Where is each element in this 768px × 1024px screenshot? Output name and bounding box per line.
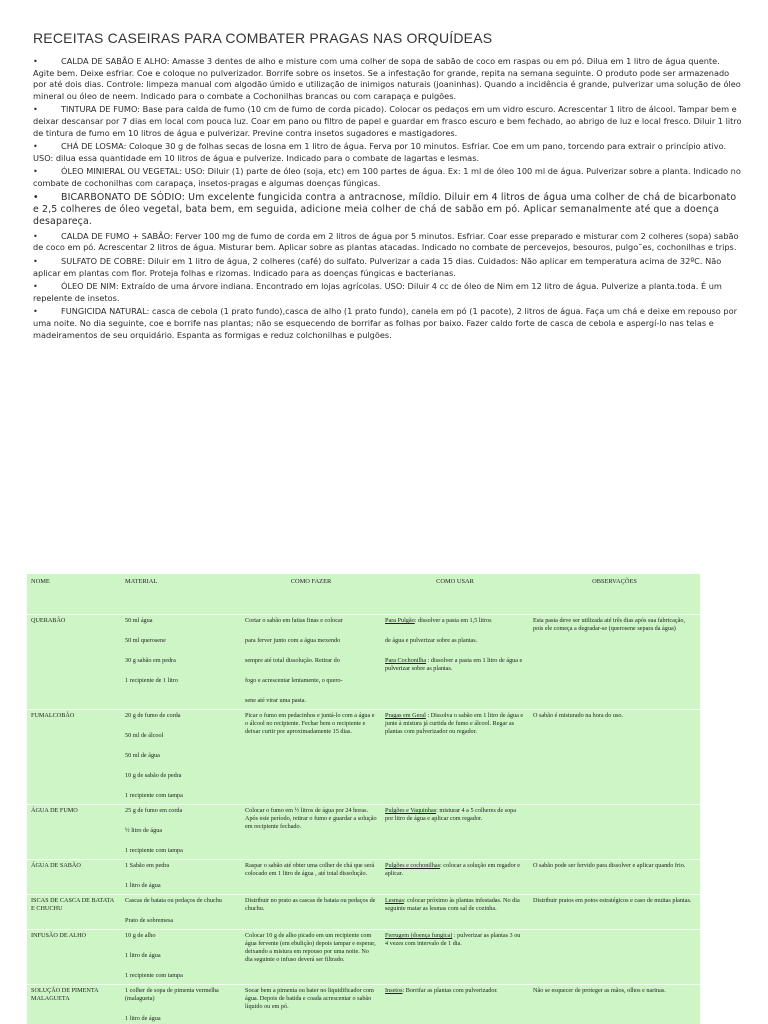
bullet-marker: • <box>33 141 38 152</box>
pest-name: Lesmas <box>385 897 404 904</box>
cell-como-fazer <box>241 895 381 930</box>
material-item: Prato de sobremesa <box>125 917 174 924</box>
header-como-fazer: COMO FAZER <box>290 578 332 585</box>
material-item: 1 litro de água <box>125 1015 161 1022</box>
cell-como-fazer <box>241 985 381 1024</box>
remedy-name: ÁGUA DE SABÃO <box>31 862 81 869</box>
instruction-line: sene até virar uma pasta. <box>245 697 306 704</box>
cell-nome <box>27 710 121 805</box>
remedy-name: SOLUÇÃO DE PIMENTA MALAGUETA <box>31 987 99 1002</box>
cell-material <box>121 930 241 985</box>
instruction-line: Distribuir no prato as cascas de batata ou pedaços de chuchu. <box>245 897 376 912</box>
cell-como-usar <box>381 805 529 860</box>
observation-text: O sabão pode ser fervido para dissolver e aplicar quando frio. <box>533 862 686 869</box>
recipe-item <box>33 141 743 164</box>
cell-nome <box>27 985 121 1024</box>
material-item: 50 ml de água <box>125 752 160 759</box>
table-row <box>27 895 700 930</box>
instruction-line: Colocar 10 g de alho picado em um recipiente com água fervente (em ebulição) depois tampar e esperar, deixando a mistura em repouso por uma noite. No dia seguinte o infuso deverá ser filtrado. <box>245 932 376 963</box>
usage-text: : dissolver a pasta em 1 litro de água e pulverizar sobre as plantas. <box>385 657 523 672</box>
recipe-text: ÓLEO DE NIM: Extraído de uma árvore indiana. Encontrado em lojas agrícolas. USO: Diluir 4 cc de óleo de Nim em 12 litro de água. Pulverize a planta.toda. É um repelente de insetos. <box>33 281 722 303</box>
usage-line <box>385 932 525 948</box>
recipe-text: ÓLEO MINIERAL OU VEGETAL: USO: Diluir (1) parte de óleo (soja, etc) em 100 partes de água. Ex: 1 ml de óleo 100 ml de água. Pulverizar sobre a planta. Indicado no combate de cochonilhas com carapaça, insetos-pragas e algumas doenças fúngicas. <box>33 166 741 188</box>
recipe-item <box>33 281 743 304</box>
material-item: 1 Sabão em pedra <box>125 862 170 869</box>
cell-como-fazer <box>241 930 381 985</box>
instruction-line: para ferver junto com a água mexendo <box>245 637 341 644</box>
instruction-line: Picar o fumo em pedacinhos e juntá-lo com a água e o álcool no recipiente. Fechar bem o recipiente e deixar curtir por aproximadamente 15 dias. <box>245 712 375 735</box>
cell-como-usar <box>381 860 529 895</box>
pest-name: Para Pulgão <box>385 617 415 624</box>
material-item: 1 litro de água <box>125 952 161 959</box>
cell-observacoes <box>529 985 700 1024</box>
recipe-item <box>33 104 743 139</box>
recipe-text: CHÁ DE LOSMA: Coloque 30 g de folhas secas de losna em 1 litro de água. Ferva por 10 minutos. Esfriar. Coe em um pano, torcendo para extrair o princípio ativo. USO: dilua essa quantidade em 10 litros de água e pulverize. Indicado para o combate de lagartas e lesmas. <box>33 141 727 163</box>
material-item: 50 ml de álcool <box>125 732 164 739</box>
usage-line <box>385 862 525 878</box>
bullet-marker: • <box>33 104 38 115</box>
cell-como-usar <box>381 985 529 1024</box>
usage-text: : Dissolva o sabão em 1 litro de água e junte à mistura já curtida de fumo e álcool. Regar as plantas com pulverizador ou regador. <box>385 712 524 735</box>
material-item: 20 g de fumo de corda <box>125 712 181 719</box>
cell-observacoes <box>529 710 700 805</box>
usage-text: : dissolver a pasta em 1,5 litros <box>414 617 492 624</box>
material-item: 1 litro de água <box>125 882 161 889</box>
header-material: MATERIAL <box>125 578 158 585</box>
pest-name: Pulgões e Vaquinhas <box>385 807 437 814</box>
usage-text: : colocar a solução em regador e aplicar. <box>385 862 521 877</box>
instruction-line: fogo e acrescentar lentamente, o quero- <box>245 677 343 684</box>
recipe-list <box>33 56 743 343</box>
recipe-item <box>33 306 743 341</box>
table-header-row <box>27 574 700 615</box>
cell-nome <box>27 615 121 710</box>
cell-nome <box>27 930 121 985</box>
recipe-item <box>33 56 743 102</box>
bullet-marker: • <box>33 166 38 177</box>
recipe-item <box>33 231 743 254</box>
cell-como-fazer <box>241 805 381 860</box>
usage-text: de água e pulverizar sobre as plantas. <box>385 637 478 644</box>
material-item: Cascas de batata ou pedaços de chuchu <box>125 897 222 904</box>
table-row <box>27 860 700 895</box>
cell-como-fazer <box>241 860 381 895</box>
observation-text: O sabão é misturado na hora do uso. <box>533 712 624 719</box>
cell-observacoes <box>529 930 700 985</box>
pest-name: Pragas em Geral <box>385 712 426 719</box>
material-item: 1 recipiente com tampa <box>125 847 183 854</box>
header-nome: NOME <box>31 578 50 585</box>
bullet-marker: • <box>33 255 38 266</box>
cell-observacoes <box>529 895 700 930</box>
instruction-line: Socar bem a pimenta ou bater no liquidificador com água. Depois de batida e coada acrescentar o sabão líquido ou em pó. <box>245 987 374 1010</box>
remedy-name: ÁGUA DE FUMO <box>31 807 78 814</box>
material-item: 25 g de fumo em corda <box>125 807 183 814</box>
recipe-item <box>33 166 743 189</box>
cell-observacoes <box>529 805 700 860</box>
observation-text: Não se esquecer de proteger as mãos, olhos e narinas. <box>533 987 666 994</box>
usage-line <box>385 807 525 823</box>
material-item: 50 ml querosene <box>125 637 166 644</box>
recipe-text: CALDA DE FUMO + SABÃO: Ferver 100 mg de fumo de corda em 2 litros de água por 5 minutos. Esfriar. Coar esse preparado e misturar com 2 colheres (sopa) sabão de coco em pó. Acrescentar 2 litros de água. Misturar bem. Aplicar sobre as plantas atacadas. Indicado no combate de percevejos, besouros, pulgo˜es, cochonilhas e trips. <box>33 230 739 253</box>
material-item: 1 recipiente de 1 litro <box>125 677 178 684</box>
table-row <box>27 930 700 985</box>
remedy-name: QUERABÃO <box>31 617 66 624</box>
pest-name: Para Cochonilha <box>385 657 427 664</box>
material-item: 10 g de alho <box>125 932 156 939</box>
cell-como-usar <box>381 895 529 930</box>
usage-line <box>385 987 525 995</box>
usage-text: : Borrifar as plantas com pulverizador. <box>402 987 498 994</box>
table-row <box>27 805 700 860</box>
material-item: 1 recipiente com tampa <box>125 792 183 799</box>
cell-nome <box>27 860 121 895</box>
usage-text: : pulverizar as plantas 3 ou 4 vezes com intervalo de 1 dia. <box>385 932 521 947</box>
table-row <box>27 985 700 1024</box>
usage-line <box>385 897 525 913</box>
bullet-marker: • <box>33 56 38 66</box>
material-item: 1 colher de sopa de pimenta vermelha (malagueta) <box>125 987 219 1002</box>
usage-line <box>385 637 525 645</box>
cell-material <box>121 615 241 710</box>
material-item: 30 g sabão em pedra <box>125 657 176 664</box>
header-como-usar: COMO USAR <box>436 578 474 585</box>
cell-material <box>121 985 241 1024</box>
instruction-line: Cortar o sabão em fatias finas e colocar <box>245 617 343 624</box>
cell-como-fazer <box>241 615 381 710</box>
recipe-item <box>33 192 743 229</box>
material-item: 50 ml água <box>125 617 153 624</box>
pest-name: Insetos <box>385 987 403 994</box>
pest-remedy-table <box>27 574 700 1024</box>
bullet-marker: • <box>33 230 38 241</box>
table-row <box>27 615 700 710</box>
instruction-line: Colocar o fumo em ½ litros de água por 24 horas. Após este período, retirar o fumo e guardar a solução em recipiente fechado. <box>245 807 377 830</box>
remedy-name: INFUSÃO DE ALHO <box>31 932 87 939</box>
cell-como-usar <box>381 710 529 805</box>
cell-como-usar <box>381 930 529 985</box>
pest-name: Pulgões e cochonilhas <box>385 862 440 869</box>
usage-line <box>385 712 525 736</box>
cell-nome <box>27 895 121 930</box>
observation-text: Esta pasta deve ser utilizada até três dias após sua fabricação, pois ele começa a degradar-se (querosene separa da água) <box>533 617 686 632</box>
material-item: 1 recipiente com tampa <box>125 972 183 979</box>
cell-observacoes <box>529 615 700 710</box>
recipe-text: TINTURA DE FUMO: Base para calda de fumo (10 cm de fumo de corda picado). Colocar os pedaços em um vidro escuro. Acrescentar 1 litro de álcool. Tampar bem e deixar descansar por 7 dias em local com pouca luz. Coar em pano ou filtro de papel e guardar em frasco escuro e bem fechado, ao abrigo de luz e local fresco. Diluir 1 litro de tintura de fumo em 10 litros de água e pulverizar. Previne contra insetos sugadores e mastigadores. <box>33 104 742 138</box>
usage-text: : misturar 4 a 5 colheres de sopa por litro de água e aplicar com regador. <box>385 807 517 822</box>
cell-material <box>121 860 241 895</box>
usage-line <box>385 657 525 673</box>
cell-material <box>121 710 241 805</box>
table-row <box>27 710 700 805</box>
recipe-item <box>33 256 743 279</box>
bullet-marker: • <box>33 281 38 292</box>
cell-material <box>121 805 241 860</box>
material-item: 10 g de sabão de pedra <box>125 772 182 779</box>
cell-material <box>121 895 241 930</box>
header-observacoes: OBSERVAÇÕES <box>592 578 637 585</box>
remedy-name: ISCAS DE CASCA DE BATATA E CHUCHU <box>31 897 114 912</box>
cell-observacoes <box>529 860 700 895</box>
recipe-text: SULFATO DE COBRE: Diluir em 1 litro de água, 2 colheres (café) do sulfato. Pulverizar a cada 15 dias. Cuidados: Não aplicar em temperatura acima de 32ºC. Não aplicar em plantas com flor. Proteja folhas e rizomas. Indicado para as doenças fúngicas e bacterianas. <box>33 255 722 278</box>
cell-como-fazer <box>241 710 381 805</box>
instruction-line: sempre até total dissolução. Retirar do <box>245 657 340 664</box>
usage-text: : colocar próximo às plantas infestadas. No dia seguinte matar as lesmas com sal de cozinha. <box>385 897 520 912</box>
material-item: ½ litro de água <box>125 827 163 834</box>
instruction-line: Raspar o sabão até obter uma colher de chá que será colocado em 1 litro de água , até total dissolução. <box>245 862 375 877</box>
observation-text: Distribuir pratos em potos estratégicos e caso de muitas plantas. <box>533 897 692 904</box>
usage-line <box>385 617 525 625</box>
pest-name: Ferrugem (doença fungica) <box>385 932 453 939</box>
recipe-text: CALDA DE SABÃO E ALHO: Amasse 3 dentes de alho e misture com uma colher de sopa de sabão de coco em raspas ou em pó. Dilua em 1 litro de água quente. Agite bem. Deixe esfriar. Coe e coloque no pulverizador. Borrife sobre os insetos. Se a infestação for grande, repita na semana seguinte. O produto pode ser armazenado por até dois dias. Controle: limpeza manual com algodão úmido e utilização de inimigos naturais (joaninhas). Quando a incidência é grande, pulverizar uma solução de óleo mineral ou óleo de neem. Indicado para o combate a Cochonilhas brancas ou com carapaça e pulgões. <box>33 56 741 101</box>
page-title: RECEITAS CASEIRAS PARA COMBATER PRAGAS NAS ORQUÍDEAS <box>33 30 493 46</box>
remedy-name: FUMALCOBÃO <box>31 712 75 719</box>
recipe-text: BICARBONATO DE SÓDIO: Um excelente fungicida contra a antracnose, míldio. Diluir em 4 litros de água uma colher de chá de bicarbonato e 2,5 colheres de óleo vegetal, bata bem, em seguida, adicione meia colher de chá de sabão em pó. Aplicar semanalmente até que a doença desapareça. <box>33 191 737 228</box>
recipe-text: FUNGICIDA NATURAL: casca de cebola (1 prato fundo),casca de alho (1 prato fundo), canela em pó (1 pacote), 2 litros de água. Faça um chá e deixe em repouso por uma noite. No dia seguinte, coe e borrife nas plantas; não se esquecendo de borrifar as folhas por baixo. Fazer caldo forte de casca de cebola e aspergí-lo nas telas e madeiramentos de seu orquidário. Espanta as formigas e reduz colchonilhas e pulgões. <box>33 306 737 340</box>
bullet-marker: • <box>33 306 38 317</box>
bullet-marker: • <box>33 191 39 203</box>
cell-nome <box>27 805 121 860</box>
cell-como-usar <box>381 615 529 710</box>
